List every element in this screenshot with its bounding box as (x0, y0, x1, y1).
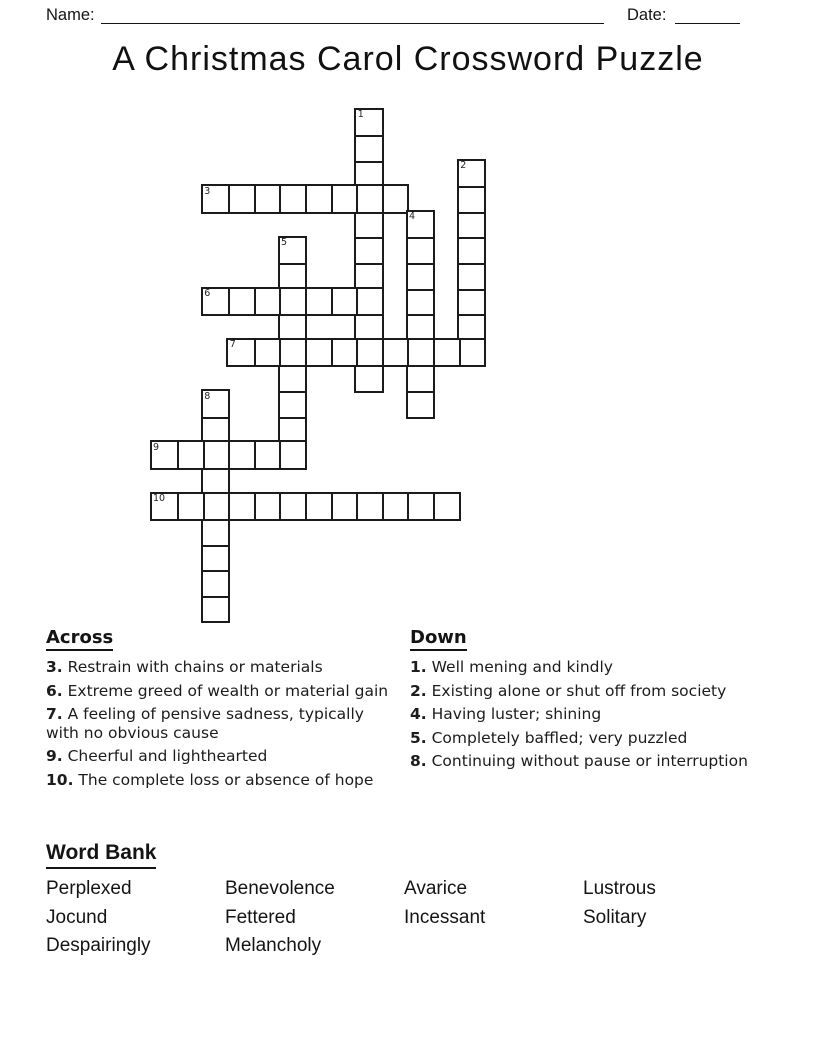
grid-cell[interactable] (382, 186, 408, 212)
cell-number: 2 (460, 160, 467, 172)
grid-cell[interactable] (203, 596, 229, 622)
grid-cell[interactable] (228, 289, 254, 315)
page-title: A Christmas Carol Crossword Puzzle (112, 40, 704, 78)
grid-cell[interactable] (459, 186, 485, 212)
grid-cell[interactable] (203, 519, 229, 545)
grid-cell[interactable] (408, 237, 434, 263)
word-bank-item: Lustrous (583, 878, 656, 899)
clue-number: 8. (410, 752, 427, 771)
cell-number: 7 (229, 339, 236, 351)
grid-cell[interactable] (331, 494, 357, 520)
grid-cell[interactable] (433, 340, 459, 366)
word-7-across (226, 338, 486, 368)
word-9-across (150, 440, 308, 470)
grid-cell[interactable] (407, 340, 433, 366)
clue-across-6 (46, 682, 394, 701)
grid-cell[interactable] (280, 314, 306, 340)
word-4-down (406, 210, 436, 419)
word-bank-item: Perplexed (46, 878, 132, 899)
word-bank-item: Jocund (46, 906, 108, 928)
word-10-across (150, 492, 461, 522)
grid-cell[interactable] (459, 212, 485, 238)
grid-cell[interactable] (356, 494, 382, 520)
word-bank-item: Melancholy (225, 935, 322, 957)
grid-cell[interactable] (305, 494, 331, 520)
clue-number: 6. (46, 681, 63, 700)
grid-cell[interactable] (459, 314, 485, 340)
cell-number: 9 (153, 441, 160, 453)
word-6-across (201, 287, 384, 317)
clue-across-7 (46, 705, 394, 742)
name-label: Name: (46, 6, 95, 24)
clue-text: Extreme greed of wealth or material gain (62, 681, 389, 700)
cell-number: 8 (204, 390, 211, 402)
grid-cell[interactable] (356, 314, 382, 340)
grid-cell[interactable] (459, 340, 485, 366)
clue-across-10 (46, 771, 394, 790)
clue-text: The complete loss or absence of hope (73, 770, 374, 789)
grid-cell[interactable] (203, 442, 229, 468)
across-clue-list (46, 658, 394, 790)
word-2-down (457, 159, 487, 368)
grid-cell[interactable] (228, 442, 254, 468)
word-bank-heading: Word Bank (46, 841, 156, 869)
grid-cell[interactable] (408, 365, 434, 391)
grid-cell[interactable] (331, 289, 357, 315)
down-clues-section (410, 627, 752, 776)
grid-cell[interactable] (305, 289, 331, 315)
grid-cell[interactable] (203, 545, 229, 571)
word-bank-list (46, 877, 762, 963)
cell-number: 10 (153, 493, 166, 504)
grid-cell[interactable] (408, 289, 434, 315)
clue-number: 1. (410, 658, 427, 676)
cell-number: 6 (204, 288, 211, 300)
across-heading: Across (46, 627, 113, 651)
clue-down-5 (410, 729, 752, 748)
clue-number: 10. (46, 770, 74, 789)
word-bank-item: Avarice (404, 878, 468, 899)
clue-text: Well mening and kindly (426, 658, 613, 676)
grid-cell[interactable] (280, 417, 306, 443)
date-label: Date: (627, 6, 667, 24)
clue-number: 2. (410, 681, 427, 700)
grid-cell[interactable] (433, 494, 459, 520)
grid-cell[interactable] (356, 263, 382, 289)
cell-number: 1 (357, 109, 364, 120)
down-heading: Down (410, 627, 467, 651)
word-bank-item: Benevolence (225, 878, 335, 899)
grid-cell[interactable] (254, 340, 280, 366)
grid-cell[interactable] (459, 161, 485, 187)
clue-down-8 (410, 752, 752, 771)
grid-cell[interactable] (203, 570, 229, 596)
word-bank-item: Solitary (583, 906, 647, 928)
grid-cell[interactable] (203, 391, 229, 417)
grid-cell[interactable] (356, 212, 382, 238)
grid-cell[interactable] (152, 442, 178, 468)
clue-text: Cheerful and lighthearted (62, 747, 268, 766)
grid-cell[interactable] (177, 494, 203, 520)
grid-cell[interactable] (407, 494, 433, 520)
grid-cell[interactable] (254, 494, 280, 520)
grid-cell[interactable] (228, 494, 254, 520)
word-bank-item: Fettered (225, 906, 296, 928)
clue-text: Completely baffled; very puzzled (426, 728, 688, 747)
grid-cell[interactable] (254, 442, 280, 468)
clue-down-2 (410, 682, 752, 701)
grid-cell[interactable] (459, 289, 485, 315)
grid-cell[interactable] (254, 186, 280, 212)
grid-cell[interactable] (279, 494, 305, 520)
word-bank-item: Incessant (404, 906, 486, 928)
word-3-across (201, 184, 410, 214)
grid-cell[interactable] (356, 110, 382, 136)
across-clues-section (46, 627, 394, 795)
grid-cell[interactable] (228, 186, 254, 212)
grid-cell[interactable] (356, 135, 382, 161)
grid-cell[interactable] (305, 186, 331, 212)
grid-cell[interactable] (408, 391, 434, 417)
clue-number: 3. (46, 658, 63, 676)
clue-number: 7. (46, 705, 63, 724)
grid-cell[interactable] (356, 161, 382, 187)
grid-cell[interactable] (280, 365, 306, 391)
grid-cell[interactable] (459, 263, 485, 289)
clue-text: Continuing without pause or interruption (426, 752, 748, 771)
clue-text: A feeling of pensive sadness, typically with no obvious cause (46, 705, 364, 742)
grid-cell[interactable] (305, 340, 331, 366)
grid-cell[interactable] (280, 391, 306, 417)
grid-cell[interactable] (203, 468, 229, 494)
cell-number: 5 (281, 237, 288, 248)
grid-cell[interactable] (279, 186, 305, 212)
clue-number: 5. (410, 728, 427, 747)
grid-cell[interactable] (152, 494, 178, 520)
grid-cell[interactable] (408, 263, 434, 289)
clue-number: 9. (46, 747, 63, 766)
clue-down-4 (410, 705, 752, 724)
grid-cell[interactable] (356, 186, 382, 212)
grid-cell[interactable] (356, 237, 382, 263)
grid-cell[interactable] (356, 340, 382, 366)
clue-across-3 (46, 658, 394, 677)
clue-text: Having luster; shining (426, 705, 602, 724)
grid-cell[interactable] (177, 442, 203, 468)
clue-text: Existing alone or shut off from society (426, 681, 727, 700)
grid-cell[interactable] (254, 289, 280, 315)
grid-cell[interactable] (356, 365, 382, 391)
grid-cell[interactable] (279, 442, 305, 468)
grid-cell[interactable] (203, 494, 229, 520)
cell-number: 4 (409, 211, 416, 223)
grid-cell[interactable] (356, 289, 382, 315)
grid-cell[interactable] (280, 263, 306, 289)
grid-cell[interactable] (382, 340, 408, 366)
grid-cell[interactable] (331, 340, 357, 366)
clue-number: 4. (410, 705, 427, 724)
grid-cell[interactable] (331, 186, 357, 212)
grid-cell[interactable] (203, 289, 229, 315)
grid-cell[interactable] (408, 212, 434, 238)
clue-down-1 (410, 658, 752, 677)
word-bank-item: Despairingly (46, 935, 151, 957)
grid-cell[interactable] (279, 340, 305, 366)
grid-cell[interactable] (279, 289, 305, 315)
grid-cell[interactable] (408, 314, 434, 340)
grid-cell[interactable] (459, 237, 485, 263)
down-clue-list (410, 658, 752, 771)
word-bank-section (46, 841, 762, 963)
grid-cell[interactable] (203, 186, 229, 212)
grid-cell[interactable] (203, 417, 229, 443)
grid-cell[interactable] (382, 494, 408, 520)
grid-cell[interactable] (228, 340, 254, 366)
clue-across-9 (46, 747, 394, 766)
cell-number: 3 (204, 185, 211, 197)
clue-text: Restrain with chains or materials (62, 658, 323, 676)
grid-cell[interactable] (280, 238, 306, 264)
